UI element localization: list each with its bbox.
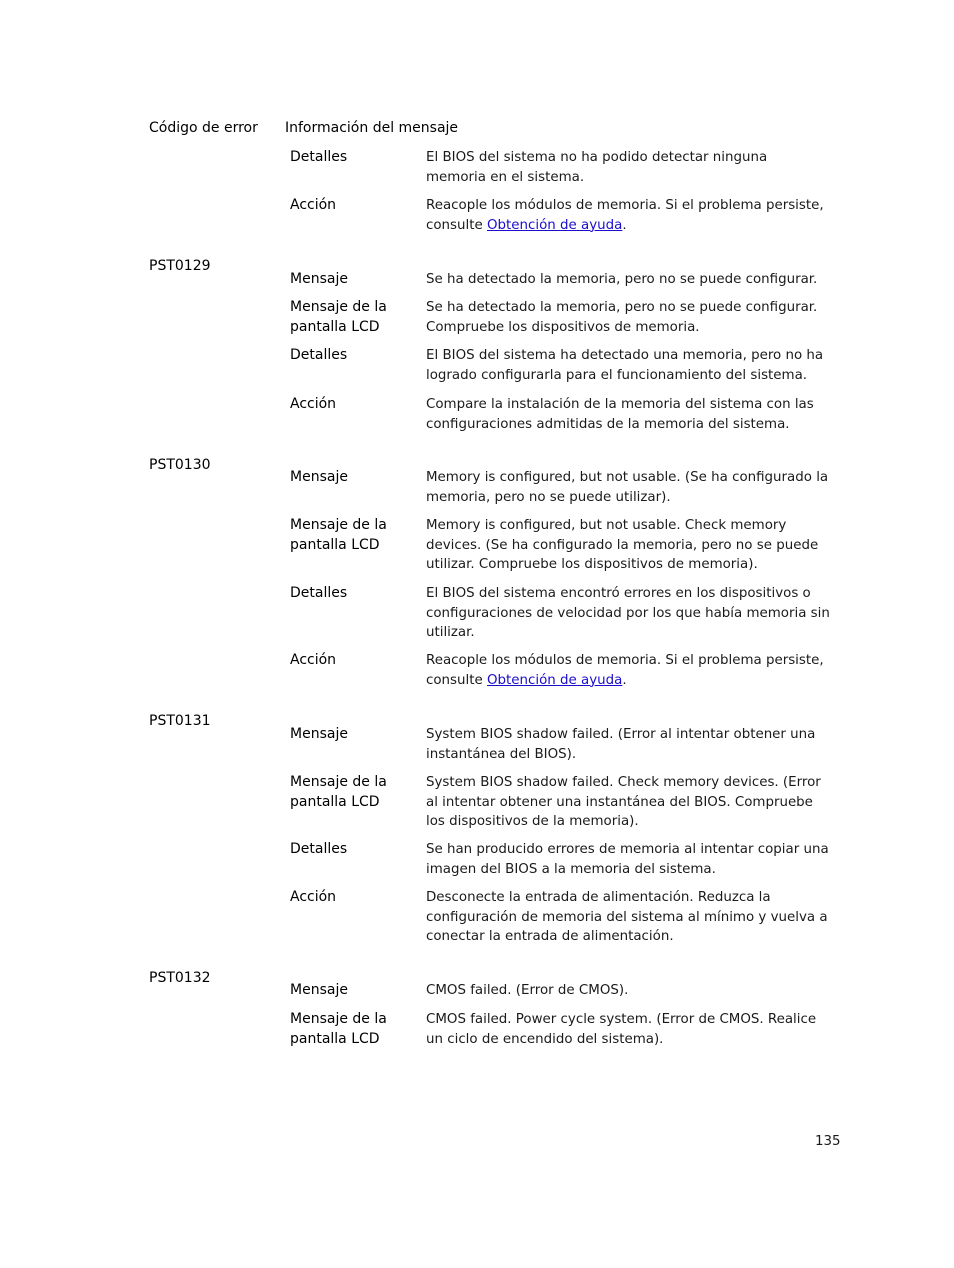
row-label-detalles: Detalles (290, 585, 348, 601)
row-label-accion: Acción (290, 652, 337, 668)
row-text-accion: Compare la instalación de la memoria del sistema con las configuraciones admitidas de la memoria del sistema. (426, 397, 814, 432)
link-prefix: consulte (426, 672, 487, 688)
column-header-info: Información del mensaje (285, 120, 459, 136)
accion-text: Reacople los módulos de memoria. Si el problema persiste, (426, 198, 824, 213)
row-text-lcd: Se ha detectado la memoria, pero no se puede configurar. Compruebe los dispositivos de memoria. (426, 300, 818, 335)
row-label-lcd: Mensaje de la pantalla LCD (290, 517, 387, 553)
row-label-accion: Acción (290, 197, 337, 213)
row-label-lcd: Mensaje de la pantalla LCD (290, 774, 387, 810)
row-text-detalles: El BIOS del sistema ha detectado una memoria, pero no ha logrado configurarla para el funcionamiento del sistema. (426, 348, 824, 383)
row-label-lcd: Mensaje de la pantalla LCD (290, 1011, 387, 1047)
accion-text: Reacople los módulos de memoria. Si el problema persiste, (426, 653, 824, 668)
row-text-accion: Reacople los módulos de memoria. Si el problema persiste, consulte Obtención de ayuda. (426, 653, 824, 688)
row-text-lcd: Memory is configured, but not usable. Check memory devices. (Se ha configurado la memoria, pero no se puede utilizar. Compruebe los dispositivos de memoria). (426, 518, 819, 572)
link-prefix: consulte (426, 217, 487, 233)
help-link[interactable]: Obtención de ayuda (486, 217, 623, 233)
error-code-pst0132: PST0132 (149, 970, 211, 986)
row-label-detalles: Detalles (290, 841, 348, 857)
row-label-lcd: Mensaje de la pantalla LCD (290, 299, 387, 335)
error-code-pst0131: PST0131 (149, 713, 211, 729)
row-text-detalles: El BIOS del sistema encontró errores en los dispositivos o configuraciones de velocidad por los que había memoria sin utilizar. (426, 586, 830, 640)
page-number: 135 (815, 1134, 841, 1149)
row-label-accion: Acción (290, 889, 337, 905)
error-code-pst0129: PST0129 (149, 258, 211, 274)
row-label-mensaje: Mensaje (290, 271, 348, 287)
row-text-accion: Reacople los módulos de memoria. Si el problema persiste, consulte Obtención de ayuda. (426, 198, 824, 233)
row-label-detalles: Detalles (290, 149, 348, 165)
row-label-detalles: Detalles (290, 347, 348, 363)
error-code-pst0130: PST0130 (149, 457, 211, 473)
row-label-mensaje: Mensaje (290, 982, 348, 998)
row-label-accion: Acción (290, 396, 337, 412)
row-text-detalles: Se han producido errores de memoria al intentar copiar una imagen del BIOS a la memoria del sistema. (426, 842, 829, 877)
row-text-lcd: System BIOS shadow failed. Check memory devices. (Error al intentar obtener una instantánea del BIOS. Compruebe los dispositivos de la memoria). (426, 775, 821, 829)
column-header-code: Código de error (149, 120, 258, 136)
row-text-detalles: El BIOS del sistema no ha podido detectar ninguna memoria en el sistema. (426, 150, 768, 185)
row-text-lcd: CMOS failed. Power cycle system. (Error de CMOS. Realice un ciclo de encendido del sistema). (426, 1012, 817, 1047)
row-text-mensaje: CMOS failed. (Error de CMOS). (426, 983, 629, 998)
row-text-mensaje: Memory is configured, but not usable. (Se ha configurado la memoria, pero no se puede utilizar). (426, 470, 829, 505)
row-label-mensaje: Mensaje (290, 469, 348, 485)
row-text-mensaje: System BIOS shadow failed. (Error al intentar obtener una instantánea del BIOS). (426, 727, 816, 762)
help-link[interactable]: Obtención de ayuda (486, 672, 623, 688)
row-text-mensaje: Se ha detectado la memoria, pero no se puede configurar. (426, 272, 818, 287)
row-text-accion: Desconecte la entrada de alimentación. Reduzca la configuración de memoria del sistema al mínimo y vuelva a conectar la entrada de alimentación. (426, 890, 828, 944)
row-label-mensaje: Mensaje (290, 726, 348, 742)
